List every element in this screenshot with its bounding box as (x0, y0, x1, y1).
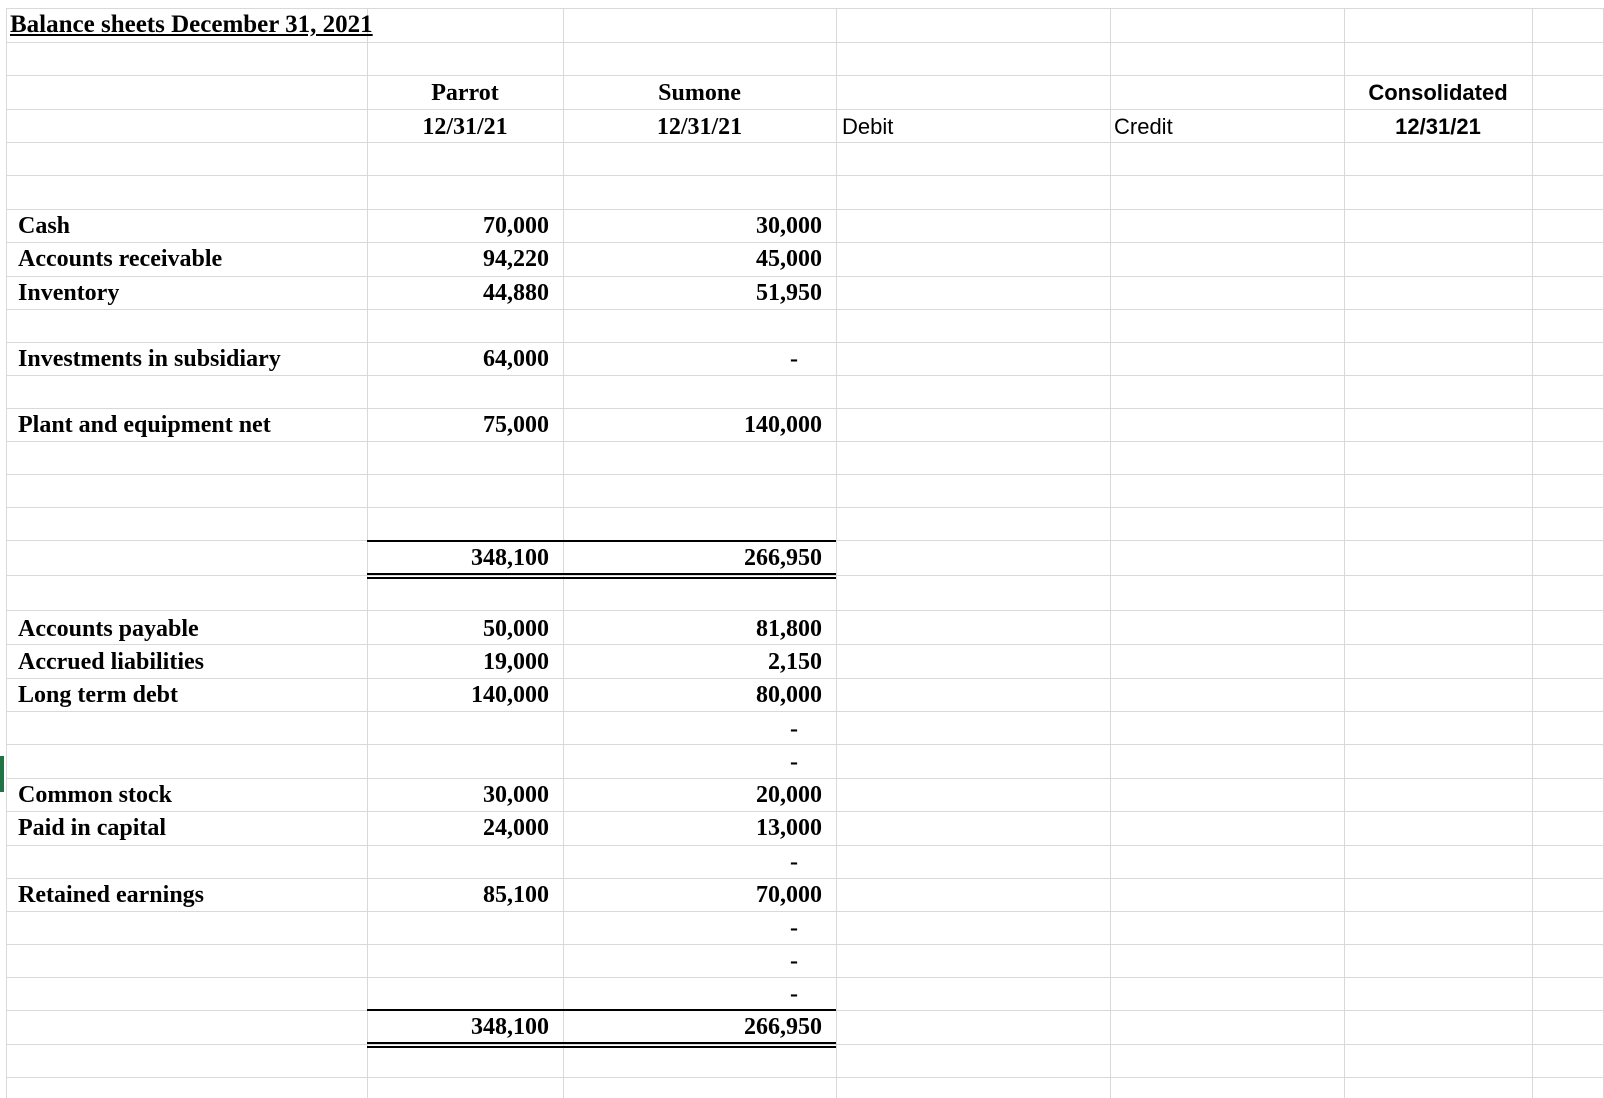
parrot-accounts-receivable[interactable]: 94,220 (483, 246, 549, 272)
header-parrot[interactable]: Parrot (431, 80, 499, 106)
grid-col-line (836, 8, 837, 1098)
grid-row-line (6, 610, 1603, 611)
row-label-cash[interactable]: Cash (18, 213, 71, 239)
row-label-accrued-liabilities[interactable]: Accrued liabilities (18, 649, 204, 675)
parrot-inventory[interactable]: 44,880 (483, 280, 549, 306)
row-label-plant-equipment[interactable]: Plant and equipment net (18, 412, 271, 438)
grid-col-line (1344, 8, 1345, 1098)
parrot-accounts-payable[interactable]: 50,000 (483, 616, 549, 642)
grid-row-line (6, 1077, 1603, 1078)
parrot-total-liab-equity[interactable]: 348,100 (471, 1014, 549, 1040)
sumone-long-term-debt[interactable]: 80,000 (756, 682, 822, 708)
parrot-plant-equipment[interactable]: 75,000 (483, 412, 549, 438)
grid-row-line (6, 175, 1603, 176)
sumone-dash-2[interactable]: - (790, 749, 798, 775)
sumone-inventory[interactable]: 51,950 (756, 280, 822, 306)
parrot-total-assets[interactable]: 348,100 (471, 545, 549, 571)
total-double-border-1 (367, 573, 836, 575)
grid-row-line (6, 507, 1603, 508)
header-sumone-date[interactable]: 12/31/21 (656, 114, 743, 140)
total-double-border-2 (367, 577, 836, 579)
parrot-cash[interactable]: 70,000 (483, 213, 549, 239)
parrot-common-stock[interactable]: 30,000 (483, 782, 549, 808)
row-label-accounts-receivable[interactable]: Accounts receivable (18, 246, 223, 272)
header-debit[interactable]: Debit (842, 114, 894, 139)
sumone-paid-in-capital[interactable]: 13,000 (756, 815, 822, 841)
sumone-retained-earnings[interactable]: 70,000 (756, 882, 822, 908)
sumone-accrued-liabilities[interactable]: 2,150 (768, 649, 822, 675)
sumone-accounts-receivable[interactable]: 45,000 (756, 246, 822, 272)
parrot-investments[interactable]: 64,000 (483, 346, 549, 372)
header-parrot-date[interactable]: 12/31/21 (422, 114, 508, 140)
total2-double-border-2 (367, 1046, 836, 1048)
header-sumone[interactable]: Sumone (658, 80, 741, 106)
grid-col-line (1110, 8, 1111, 1098)
sheet-title[interactable]: Balance sheets December 31, 2021 (10, 11, 373, 38)
sumone-plant-equipment[interactable]: 140,000 (744, 412, 822, 438)
header-credit[interactable]: Credit (1114, 114, 1173, 139)
sumone-common-stock[interactable]: 20,000 (756, 782, 822, 808)
sumone-cash[interactable]: 30,000 (756, 213, 822, 239)
grid-col-line (6, 8, 7, 1098)
parrot-long-term-debt[interactable]: 140,000 (471, 682, 549, 708)
total2-double-border-1 (367, 1042, 836, 1044)
row-label-long-term-debt[interactable]: Long term debt (18, 682, 178, 708)
sumone-investments[interactable]: - (790, 346, 798, 372)
sumone-dash-6[interactable]: - (790, 981, 798, 1007)
header-consolidated[interactable]: Consolidated (1368, 80, 1508, 105)
row-label-paid-in-capital[interactable]: Paid in capital (18, 815, 167, 841)
grid-col-line (1532, 8, 1533, 1098)
sumone-dash-4[interactable]: - (790, 915, 798, 941)
sumone-total-assets[interactable]: 266,950 (744, 545, 822, 571)
sumone-dash-3[interactable]: - (790, 849, 798, 875)
grid-row-line (6, 575, 1603, 576)
parrot-retained-earnings[interactable]: 85,100 (483, 882, 549, 908)
grid-row-line (6, 474, 1603, 475)
header-consolidated-date[interactable]: 12/31/21 (1395, 114, 1481, 139)
parrot-accrued-liabilities[interactable]: 19,000 (483, 649, 549, 675)
row-label-inventory[interactable]: Inventory (18, 280, 120, 306)
sumone-total-liab-equity[interactable]: 266,950 (744, 1014, 822, 1040)
sumone-accounts-payable[interactable]: 81,800 (756, 616, 822, 642)
grid-row-line (6, 1044, 1603, 1045)
sumone-dash-5[interactable]: - (790, 948, 798, 974)
row-label-retained-earnings[interactable]: Retained earnings (18, 882, 204, 908)
grid-row-line (6, 42, 1603, 43)
row-label-accounts-payable[interactable]: Accounts payable (18, 616, 199, 642)
sumone-dash-1[interactable]: - (790, 716, 798, 742)
row-label-common-stock[interactable]: Common stock (18, 782, 172, 808)
row-label-investments[interactable]: Investments in subsidiary (18, 346, 281, 372)
parrot-paid-in-capital[interactable]: 24,000 (483, 815, 549, 841)
